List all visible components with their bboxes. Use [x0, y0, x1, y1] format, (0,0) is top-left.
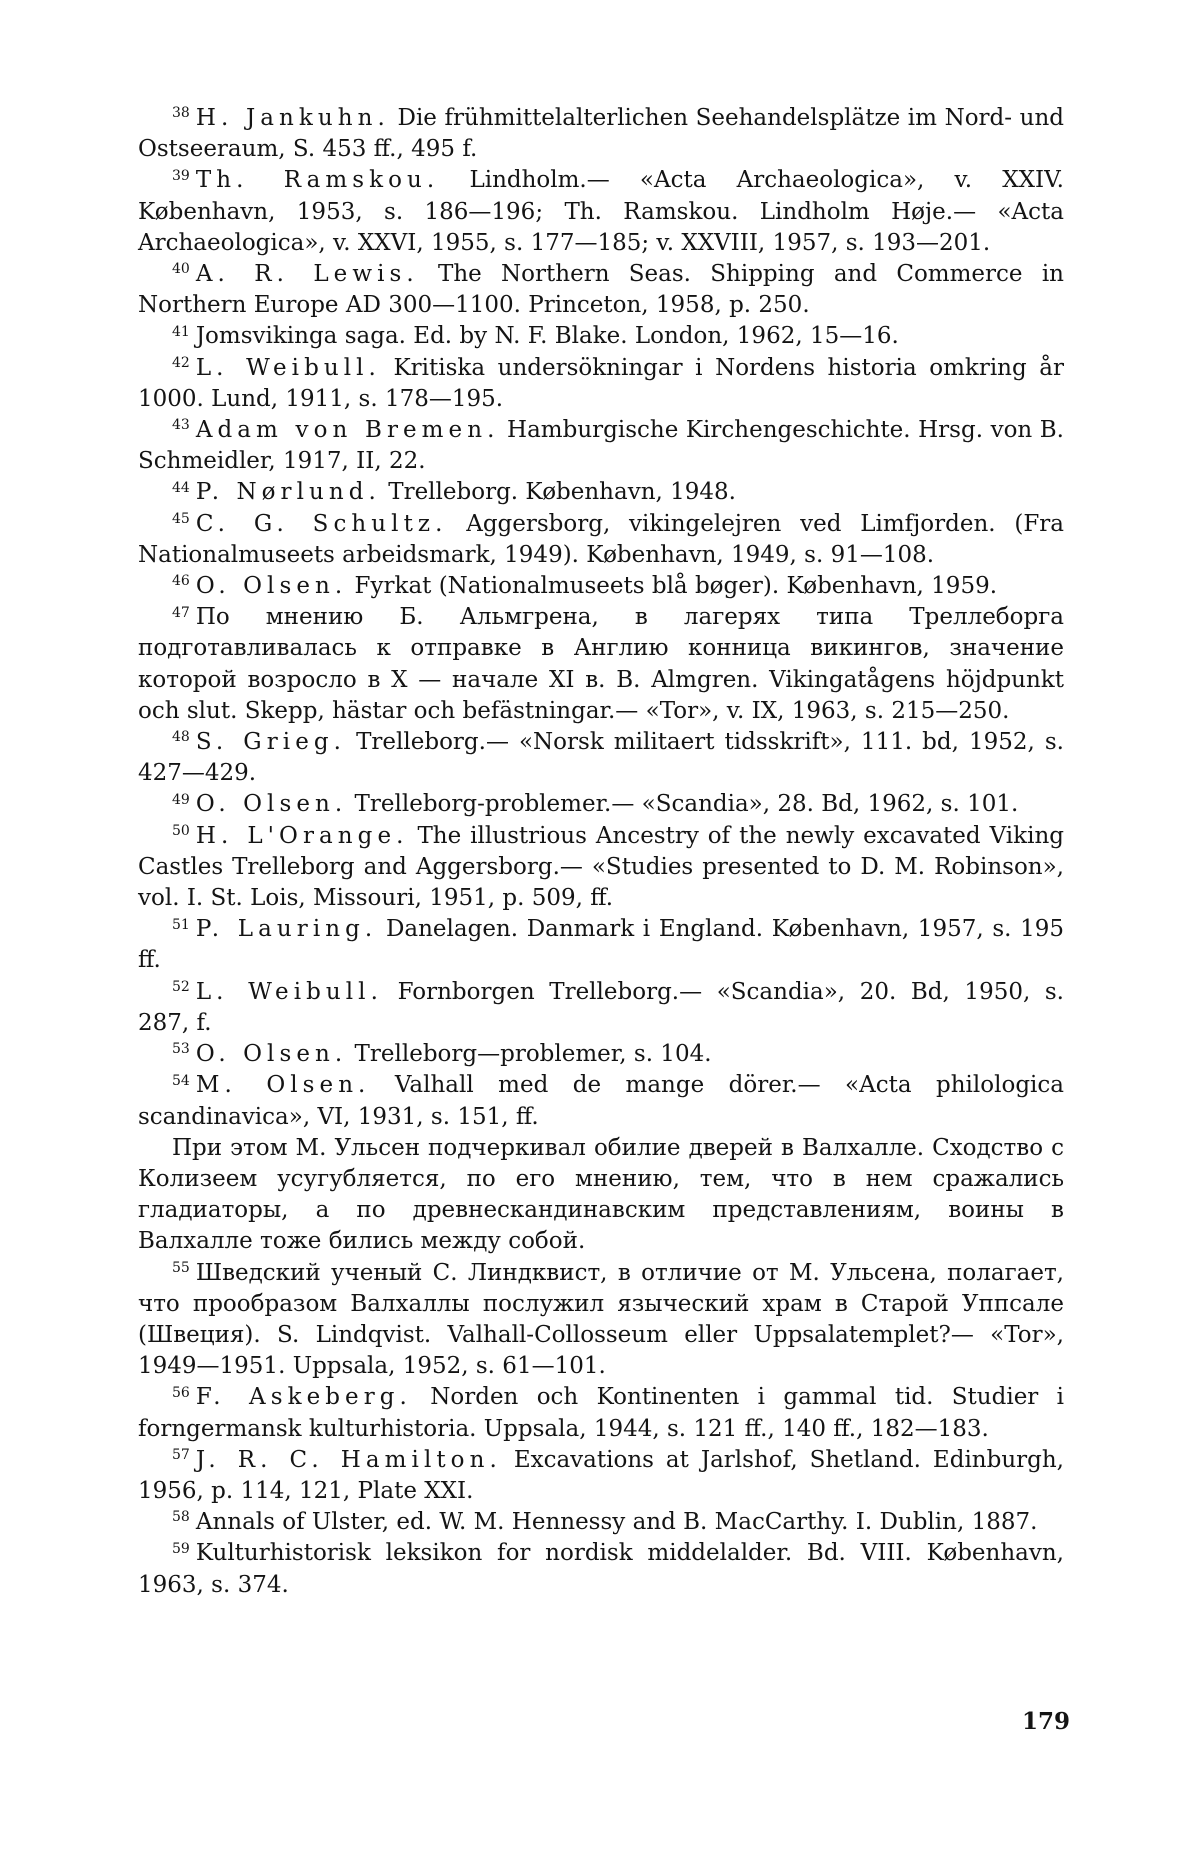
footnote-text: The illustrious Ancestry of the newly excavated Viking Castles Trelleborg and Aggersborg.— «Studies presented to D. M. Robinson», vol. I. St. Lois, Missouri, 1951, p. 509, ff.	[138, 822, 1064, 912]
footnote-48	[138, 727, 1064, 789]
footnote-46	[138, 571, 1064, 602]
footnote-text: Trelleborg—problemer, s. 104.	[347, 1041, 712, 1068]
footnote-38	[138, 103, 1064, 165]
footnote-number: 53	[172, 1041, 190, 1058]
footnote-text: Fornborgen Trelleborg.— «Scandia», 20. Bd, 1950, s. 287, f.	[138, 978, 1064, 1036]
footnote-number: 38	[172, 105, 190, 122]
footnote-text: Trelleborg.— «Norsk militaert tidsskrift», 111. bd, 1952, s. 427—429.	[138, 729, 1064, 787]
footnote-52	[138, 977, 1064, 1039]
footnote-number: 43	[172, 417, 190, 434]
footnote-number: 54	[172, 1072, 190, 1089]
footnote-author: J. R. C. Hamilton.	[195, 1446, 502, 1473]
footnote-text: Kritiska undersökningar i Nordens historia omkring år 1000. Lund, 1911, s. 178—195.	[138, 354, 1064, 412]
footnote-author: O. Olsen.	[195, 791, 348, 818]
footnote-author: A. R. Lewis.	[195, 261, 419, 288]
footnote-50	[138, 821, 1064, 915]
footnote-59	[138, 1538, 1064, 1600]
footnote-number: 51	[172, 916, 190, 933]
footnote-number: 57	[172, 1447, 190, 1464]
footnote-text: Die frühmittelalterlichen Seehandelsplätze im Nord- und Ostseeraum, S. 453 ff., 495 f.	[138, 105, 1064, 163]
footnote-text: При этом М. Ульсен подчеркивал обилие дверей в Валхалле. Сходство с Колизеем усугубляется, по его мнению, тем, что в нем сражались гладиаторы, а по древнескандинавским представлениям, воины в Валхалле тоже бились между собой.	[138, 1134, 1064, 1255]
footnote-author: L. Weibull.	[195, 354, 381, 381]
footnote-54	[138, 1070, 1064, 1132]
footnote-40	[138, 259, 1064, 321]
footnote-number: 48	[172, 729, 190, 746]
footnote-number: 44	[172, 479, 190, 496]
footnote-58	[138, 1507, 1064, 1538]
footnote-text: Trelleborg. København, 1948.	[380, 479, 736, 506]
footnote-text: Trelleborg-problemer.— «Scandia», 28. Bd, 1962, s. 101.	[347, 791, 1019, 818]
footnote-author: O. Olsen.	[195, 1041, 348, 1068]
footnote-53	[138, 1039, 1064, 1070]
footnote-text: Kulturhistorisk leksikon for nordisk middelalder. Bd. VIII. København, 1963, s. 374.	[138, 1540, 1064, 1598]
footnote-text: По мнению Б. Альмгрена, в лагерях типа Треллеборга подготавливалась к отправке в Англию конница викингов, значение которой возросло в X — начале XI в. B. Almgren. Vikingatågens höjdpunkt och slut. Skepp, hästar och befästningar.— «Tor», v. IX, 1963, s. 215—250.	[138, 604, 1064, 724]
footnote-author: H. L'Orange.	[195, 822, 409, 849]
footnote-text: Шведский ученый С. Линдквист, в отличие от М. Ульсена, полагает, что прообразом Валхаллы послужил языческий храм в Старой Уппсале (Швеция). S. Lindqvist. Valhall-Collosseum eller Uppsalatemplet?— «Tor», 1949—1951. Uppsala, 1952, s. 61—101.	[138, 1259, 1064, 1380]
footnote-47	[138, 602, 1064, 727]
footnote-45	[138, 509, 1064, 571]
footnote-text: Jomsvikinga saga. Ed. by N. F. Blake. London, 1962, 15—16.	[195, 323, 899, 350]
footnote-author: Th. Ramskou.	[195, 167, 440, 194]
footnote-text: Fyrkat (Nationalmuseets blå bøger). København, 1959.	[347, 573, 998, 600]
footnote-number: 49	[172, 791, 190, 808]
footnote-number: 50	[172, 822, 190, 839]
footnote-author: H. Jankuhn.	[195, 105, 390, 131]
footnote-51	[138, 914, 1064, 976]
footnote-text: Hamburgische Kirchengeschichte. Hrsg. von B. Schmeidler, 1917, II, 22.	[138, 417, 1064, 475]
footnote-author: C. G. Schultz.	[195, 510, 448, 537]
footnote-author: P. Nørlund.	[195, 479, 381, 506]
footnote-author: P. Lauring.	[195, 916, 378, 943]
footnote-number: 45	[172, 510, 190, 527]
footnote-number: 52	[172, 979, 190, 995]
footnote-57	[138, 1445, 1064, 1507]
footnote-44	[138, 477, 1064, 508]
footnotes-list	[138, 103, 1064, 1601]
footnote-text: The Northern Seas. Shipping and Commerce in Northern Europe AD 300—1100. Princeton, 1958, p. 250.	[138, 261, 1064, 319]
footnote-number: 42	[172, 354, 190, 371]
footnote-54-continuation	[138, 1133, 1064, 1258]
footnote-number: 56	[172, 1384, 190, 1401]
footnote-author: M. Olsen.	[195, 1072, 371, 1099]
footnote-56	[138, 1382, 1064, 1444]
footnote-author: L. Weibull.	[195, 978, 383, 1005]
footnote-text: Excavations at Jarlshof, Shetland. Edinburgh, 1956, p. 114, 121, Plate XXI.	[138, 1446, 1064, 1504]
footnote-number: 41	[172, 323, 190, 340]
footnote-number: 47	[172, 604, 190, 621]
footnote-text: Danelagen. Danmark i England. København, 1957, s. 195 ff.	[138, 916, 1064, 974]
footnote-author: O. Olsen.	[195, 573, 348, 600]
page-number: 179	[1021, 1708, 1070, 1735]
footnote-42	[138, 353, 1064, 415]
footnote-text: Lindholm.— «Acta Archaeologica», v. XXIV. København, 1953, s. 186—196; Th. Ramskou. Lindholm Høje.— «Acta Archaeologica», v. XXVI, 1955, s. 177—185; v. XXVIII, 1957, s. 193—201.	[138, 167, 1064, 256]
footnote-author: F. Askeberg.	[195, 1384, 412, 1411]
footnote-text: Norden och Kontinenten i gammal tid. Studier i forngermansk kulturhistoria. Uppsala, 1944, s. 121 ff., 140 ff., 182—183.	[138, 1384, 1064, 1442]
footnote-49	[138, 789, 1064, 820]
footnote-number: 46	[172, 573, 190, 590]
footnote-55	[138, 1258, 1064, 1383]
footnote-text: Aggersborg, vikingelejren ved Limfjorden. (Fra Nationalmuseets arbeidsmark, 1949). København, 1949, s. 91—108.	[138, 510, 1064, 568]
footnote-number: 59	[172, 1540, 190, 1557]
footnote-text: Annals of Ulster, ed. W. M. Hennessy and B. MacCarthy. I. Dublin, 1887.	[195, 1509, 1038, 1536]
footnote-41	[138, 321, 1064, 352]
footnote-author: S. Grieg.	[195, 729, 347, 756]
footnote-author: Adam von Bremen.	[195, 417, 500, 444]
footnote-number: 40	[172, 261, 190, 278]
footnote-number: 39	[172, 167, 190, 184]
footnote-number: 55	[172, 1259, 190, 1276]
footnote-number: 58	[172, 1509, 190, 1526]
footnote-43	[138, 415, 1064, 477]
footnote-text: Valhall med de mange dörer.— «Acta philologica scandinavica», VI, 1931, s. 151, ff.	[138, 1072, 1064, 1130]
footnote-39	[138, 165, 1064, 259]
